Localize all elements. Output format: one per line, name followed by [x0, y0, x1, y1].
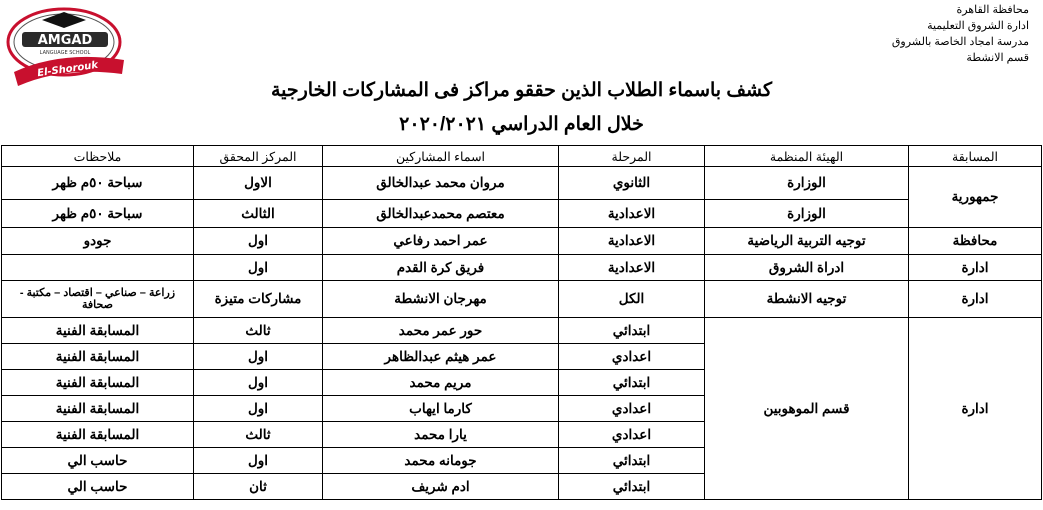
cell-participants: عمر هيثم عبدالظاهر [323, 344, 559, 370]
cell-participants: فريق كرة القدم [323, 255, 559, 281]
cell-stage: ابتدائي [559, 474, 705, 500]
cell-place: ثالث [194, 318, 323, 344]
header-department: قسم الانشطة [966, 52, 1029, 64]
cell-place: اول [194, 255, 323, 281]
header-administration: ادارة الشروق التعليمية [927, 20, 1029, 32]
logo-sub-text: LANGUAGE SCHOOL [39, 50, 91, 56]
cell-stage: الاعدادية [559, 200, 705, 228]
page-subtitle: خلال العام الدراسي ٢٠٢٠/٢٠٢١ [399, 114, 644, 135]
cell-competition: ادارة [909, 281, 1042, 318]
page-title: كشف باسماء الطلاب الذين حققو مراكز فى المشاركات الخارجية [270, 80, 773, 101]
results-table [1, 145, 1042, 500]
cell-stage: اعدادي [559, 396, 705, 422]
cell-organizer: قسم الموهوبين [705, 318, 909, 500]
cell-stage: الاعدادية [559, 228, 705, 255]
cell-participants: حور عمر محمد [323, 318, 559, 344]
cell-participants: مريم محمد [323, 370, 559, 396]
cell-notes: المسابقة الفنية [2, 396, 194, 422]
col-place: المركز المحقق [194, 146, 323, 167]
cell-stage: ابتدائي [559, 370, 705, 396]
cell-notes: سباحة ٥٠م ظهر [2, 200, 194, 228]
logo-main-text: AMGAD [37, 33, 93, 48]
col-notes: ملاحظات [2, 146, 194, 167]
table-row [2, 167, 1042, 200]
table-row [2, 281, 1042, 318]
col-participants: اسماء المشاركين [323, 146, 559, 167]
cell-stage: الكل [559, 281, 705, 318]
cell-notes: المسابقة الفنية [2, 422, 194, 448]
cell-stage: الثانوي [559, 167, 705, 200]
cell-organizer: الوزارة [705, 167, 909, 200]
cell-place: مشاركات متيزة [194, 281, 323, 318]
table-row [2, 200, 1042, 228]
col-competition: المسابقة [909, 146, 1042, 167]
cell-organizer: توجيه الانشطة [705, 281, 909, 318]
logo-ribbon-text: El-Shorouk [36, 59, 99, 80]
cell-notes: زراعة – صناعي – اقتصاد – مكتبة - صحافة [2, 281, 194, 318]
col-stage: المرحلة [559, 146, 705, 167]
cell-notes: المسابقة الفنية [2, 370, 194, 396]
cell-stage: ابتدائي [559, 318, 705, 344]
cell-notes: حاسب الي [2, 448, 194, 474]
cell-notes: حاسب الي [2, 474, 194, 500]
cell-notes: سباحة ٥٠م ظهر [2, 167, 194, 200]
table-row [2, 318, 1042, 344]
cell-stage: اعدادي [559, 344, 705, 370]
cell-competition: ادارة [909, 318, 1042, 500]
cell-notes: المسابقة الفنية [2, 344, 194, 370]
cell-competition: ادارة [909, 255, 1042, 281]
table-row [2, 255, 1042, 281]
cell-participants: مروان محمد عبدالخالق [323, 167, 559, 200]
cell-place: اول [194, 370, 323, 396]
cell-participants: معتصم محمدعبدالخالق [323, 200, 559, 228]
cell-participants: عمر احمد رفاعي [323, 228, 559, 255]
cell-place: ثالث [194, 422, 323, 448]
cell-stage: اعدادي [559, 422, 705, 448]
header-school: مدرسة امجاد الخاصة بالشروق [891, 36, 1029, 48]
cell-participants: ادم شريف [323, 474, 559, 500]
cell-participants: يارا محمد [323, 422, 559, 448]
cell-participants: جومانه محمد [323, 448, 559, 474]
cell-notes: المسابقة الفنية [2, 318, 194, 344]
cell-place: اول [194, 448, 323, 474]
cell-participants: مهرجان الانشطة [323, 281, 559, 318]
cell-stage: الاعدادية [559, 255, 705, 281]
cell-place: اول [194, 396, 323, 422]
cell-notes [2, 255, 194, 281]
col-organizer: الهيئة المنظمة [705, 146, 909, 167]
header-governorate: محافظة القاهرة [956, 4, 1029, 16]
cell-organizer: الوزارة [705, 200, 909, 228]
cell-place: اول [194, 344, 323, 370]
table-row [2, 228, 1042, 255]
cell-organizer: ادراة الشروق [705, 255, 909, 281]
cell-stage: ابتدائي [559, 448, 705, 474]
school-header [892, 2, 1029, 66]
table-header-row [2, 146, 1042, 167]
cell-place: اول [194, 228, 323, 255]
cell-competition: محافظة [909, 228, 1042, 255]
cell-place: الاول [194, 167, 323, 200]
cell-organizer: توجيه التربية الرياضية [705, 228, 909, 255]
cell-competition: جمهورية [909, 167, 1042, 228]
cell-place: ثان [194, 474, 323, 500]
cell-place: الثالث [194, 200, 323, 228]
cell-participants: كارما ايهاب [323, 396, 559, 422]
cell-notes: جودو [2, 228, 194, 255]
